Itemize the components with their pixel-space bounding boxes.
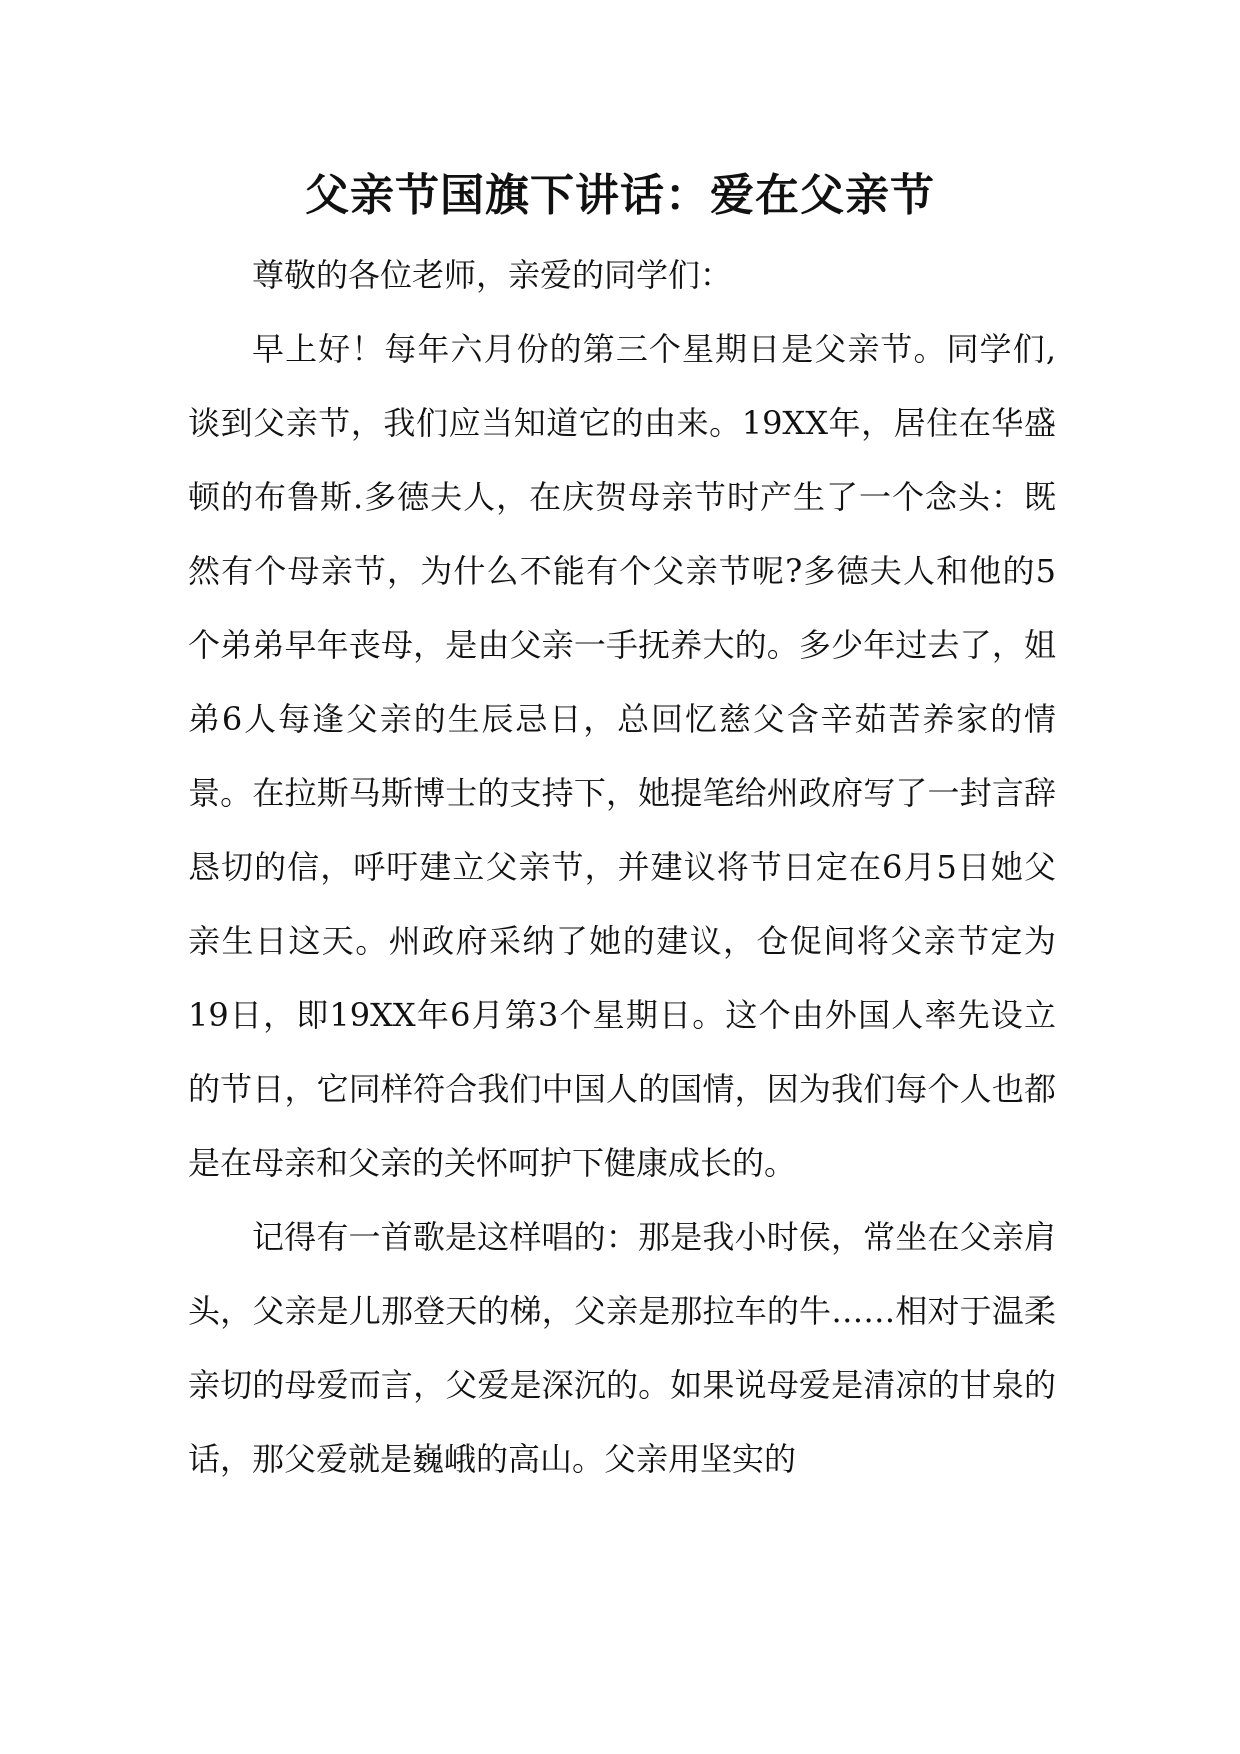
paragraph-song: 记得有一首歌是这样唱的：那是我小时侯，常坐在父亲肩头，父亲是儿那登天的梯，父亲是那拉车的牛……相对于温柔亲切的母爱而言，父爱是深沉的。如果说母爱是清凉的甘泉的话，那父爱就是巍峨的高山。父亲用坚实的 bbox=[188, 1218, 1056, 1478]
document-body bbox=[188, 238, 1056, 1496]
paragraph-origin: 早上好！每年六月份的第三个星期日是父亲节。同学们,谈到父亲节，我们应当知道它的由来。19XX年，居住在华盛顿的布鲁斯.多德夫人，在庆贺母亲节时产生了一个念头：既然有个母亲节，为什么不能有个父亲节呢?多德夫人和他的5个弟弟早年丧母，是由父亲一手抚养大的。多少年过去了，姐弟6人每逢父亲的生辰忌日，总回忆慈父含辛茹苦养家的情景。在拉斯马斯博士的支持下，她提笔给州政府写了一封言辞恳切的信，呼吁建立父亲节，并建议将节日定在6月5日她父亲生日这天。州政府采纳了她的建议，仓促间将父亲节定为19日，即19XX年6月第3个星期日。这个由外国人率先设立的节日，它同样符合我们中国人的国情，因为我们每个人也都是在母亲和父亲的关怀呵护下健康成长的。 bbox=[188, 330, 1056, 1182]
paragraph-greeting: 尊敬的各位老师，亲爱的同学们： bbox=[252, 256, 733, 294]
document-title: 父亲节国旗下讲话：爱在父亲节 bbox=[305, 170, 935, 221]
